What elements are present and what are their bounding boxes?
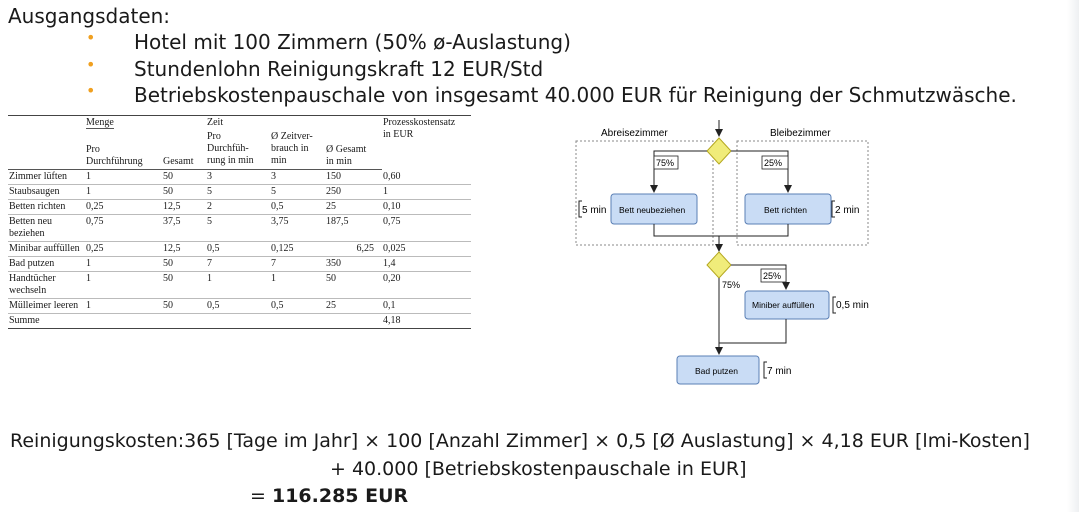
table-row [8, 185, 471, 200]
pct-25-mid: 25% [763, 271, 782, 281]
header-pro-durchfuehrung-2: Durchführung [86, 156, 143, 167]
cell-zeit-ges: 6,25 [325, 242, 382, 257]
bullet-icon: • [86, 81, 96, 100]
cell-kosten: 0,1 [382, 299, 471, 314]
time-bad: 7 min [767, 366, 792, 377]
cell-kosten: 0,20 [382, 272, 471, 299]
header-zeitverbrauch-3: min [271, 155, 287, 166]
cell-menge-pro: 1 [85, 299, 162, 314]
bullet-icon: • [86, 28, 96, 47]
result-value: 116.285 EUR [271, 485, 409, 507]
cell-menge-ges: 12,5 [162, 242, 206, 257]
group-label-left: Abreisezimmer [601, 128, 668, 139]
cell-menge-ges: 50 [162, 170, 206, 185]
header-pro-zeit-2: Durchfüh- [207, 143, 249, 154]
formula-result [250, 485, 408, 507]
cell-zeit-avg: 7 [270, 257, 325, 272]
header-gesamt: Gesamt [162, 130, 206, 170]
header-pro-zeit: Pro [207, 131, 221, 142]
decision-diamond-top [707, 138, 731, 164]
cell-zeit-ges: 50 [325, 272, 382, 299]
sum-label: Summe [8, 314, 85, 329]
cell-zeit-pro: 7 [206, 257, 270, 272]
header-zeitverbrauch-2: brauch in [271, 143, 309, 154]
time-bett-richten: 2 min [835, 205, 860, 216]
cell-zeit-ges: 25 [325, 299, 382, 314]
cell-zeit-avg: 1 [270, 272, 325, 299]
cell-zeit-pro: 1 [206, 272, 270, 299]
bullet-text: Betriebskostenpauschale von insgesamt 40.000 EUR für Reinigung der Schmutzwäsche. [134, 83, 1017, 107]
cell-zeit-avg: 0,5 [270, 200, 325, 215]
bullet-icon: • [86, 54, 96, 74]
table-row [8, 242, 471, 257]
box-bad-putzen-label: Bad putzen [695, 366, 739, 376]
cell-zeit-pro: 0,5 [206, 242, 270, 257]
box-bett-neubeziehen-label: Bett neubeziehen [619, 205, 686, 215]
sum-value: 4,18 [382, 314, 471, 329]
header-gesamt-min: Ø Gesamt [326, 144, 367, 155]
pct-75-top: 75% [656, 158, 675, 168]
row-name: Minibar auffüllen [8, 242, 85, 257]
cell-menge-pro: 0,75 [85, 215, 162, 242]
cell-zeit-avg: 3,75 [270, 215, 325, 242]
cell-menge-ges: 50 [162, 185, 206, 200]
result-prefix: = [250, 485, 272, 507]
group-label-right: Bleibezimmer [770, 128, 831, 139]
box-bett-richten-label: Bett richten [764, 205, 807, 215]
cell-menge-pro: 1 [85, 272, 162, 299]
box-minibar-label: Miniber auffüllen [752, 300, 815, 310]
pct-25-top: 25% [764, 158, 783, 168]
cell-menge-ges: 50 [162, 299, 206, 314]
formula-line-1: Reinigungskosten:365 [Tage im Jahr] × 100 [Anzahl Zimmer] × 0,5 [Ø Auslastung] × 4,18 EUR [lmi-Kosten] [10, 430, 1030, 452]
formula-line-2: + 40.000 [Betriebskostenpauschale in EUR] [330, 458, 747, 480]
cell-kosten: 1,4 [382, 257, 471, 272]
flow-edge [654, 224, 788, 236]
bullet-text: Stundenlohn Reinigungskraft 12 EUR/Std [134, 56, 544, 81]
cell-zeit-pro: 2 [206, 200, 270, 215]
cell-menge-ges: 37,5 [162, 215, 206, 242]
cell-zeit-pro: 5 [206, 185, 270, 200]
pct-75-mid: 75% [722, 280, 741, 290]
cell-kosten: 0,025 [382, 242, 471, 257]
cell-zeit-avg: 5 [270, 185, 325, 200]
table-group-header [8, 116, 471, 131]
cell-zeit-pro: 0,5 [206, 299, 270, 314]
time-minibar: 0,5 min [836, 300, 869, 311]
cell-kosten: 0,75 [382, 215, 471, 242]
row-name: Bad putzen [8, 257, 85, 272]
table-row [8, 170, 471, 185]
header-prozess-l2: in EUR [383, 129, 414, 140]
time-bett-neu: 5 min [582, 205, 607, 216]
row-name: Zimmer lüften [8, 170, 85, 185]
row-name: Mülleimer leeren [8, 299, 85, 314]
heading: Ausgangsdaten: [8, 4, 171, 28]
cell-menge-pro: 0,25 [85, 200, 162, 215]
cell-kosten: 1 [382, 185, 471, 200]
cell-zeit-ges: 150 [325, 170, 382, 185]
header-prozess-l1: Prozesskostensatz [383, 117, 456, 128]
cell-menge-pro: 1 [85, 170, 162, 185]
table-sum-row [8, 314, 471, 329]
cell-zeit-avg: 0,125 [270, 242, 325, 257]
cell-menge-pro: 0,25 [85, 242, 162, 257]
header-zeitverbrauch: Ø Zeitver- [271, 131, 313, 142]
right-edge-shade [1067, 0, 1079, 512]
cell-zeit-ges: 350 [325, 257, 382, 272]
table-row [8, 215, 471, 242]
cell-menge-pro: 1 [85, 257, 162, 272]
header-menge: Menge [86, 117, 114, 128]
row-name: Betten neu beziehen [8, 215, 85, 242]
cell-zeit-pro: 5 [206, 215, 270, 242]
header-zeit: Zeit [207, 117, 224, 128]
group-abreisezimmer [576, 141, 713, 245]
cell-kosten: 0,10 [382, 200, 471, 215]
table-row [8, 272, 471, 299]
table-row [8, 257, 471, 272]
cell-kosten: 0,60 [382, 170, 471, 185]
cost-table [8, 115, 471, 329]
table-row [8, 200, 471, 215]
cell-menge-ges: 12,5 [162, 200, 206, 215]
cell-zeit-ges: 25 [325, 200, 382, 215]
group-bleibezimmer [737, 141, 868, 245]
cell-zeit-ges: 187,5 [325, 215, 382, 242]
row-name: Staubsaugen [8, 185, 85, 200]
row-name: Handtücher wechseln [8, 272, 85, 299]
row-name: Betten richten [8, 200, 85, 215]
flow-edge [719, 319, 786, 343]
table-row [8, 299, 471, 314]
header-gesamt-min-2: in min [326, 156, 352, 167]
process-diagram [565, 116, 885, 396]
cell-zeit-ges: 250 [325, 185, 382, 200]
cell-menge-ges: 50 [162, 257, 206, 272]
cell-menge-pro: 1 [85, 185, 162, 200]
header-pro-zeit-3: rung in min [207, 155, 254, 166]
cell-zeit-avg: 3 [270, 170, 325, 185]
header-pro-durchfuehrung: Pro [86, 144, 100, 155]
decision-diamond-mid [707, 252, 731, 278]
bullet-text: Hotel mit 100 Zimmern (50% ø-Auslastung) [134, 30, 571, 54]
cell-zeit-avg: 0,5 [270, 299, 325, 314]
cell-zeit-pro: 3 [206, 170, 270, 185]
cell-menge-ges: 50 [162, 272, 206, 299]
